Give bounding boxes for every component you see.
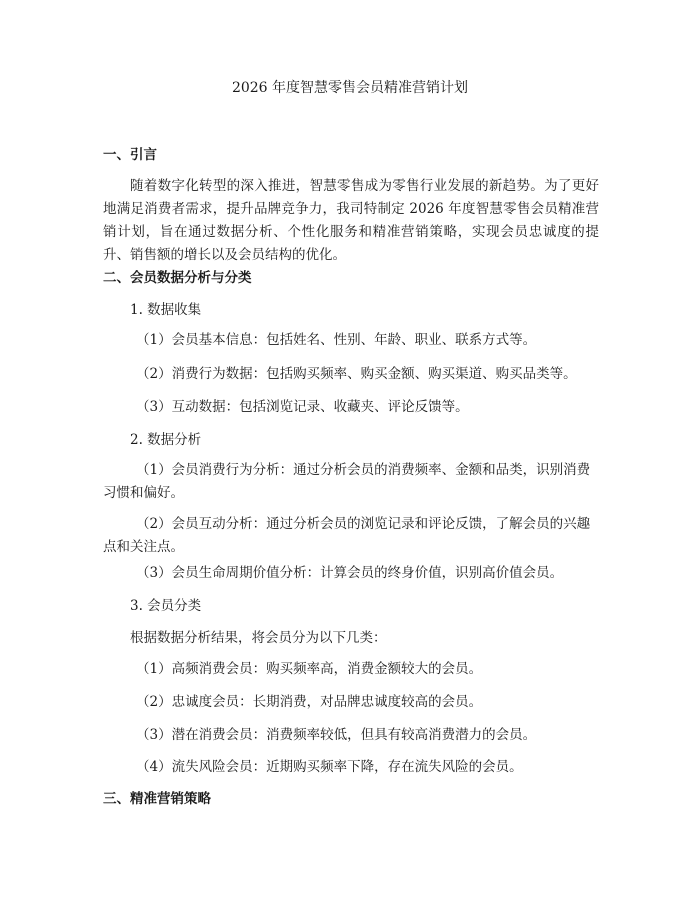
list-item: （2）忠诚度会员：长期消费，对品牌忠诚度较高的会员。 [136,694,483,710]
intro-paragraph: 随着数字化转型的深入推进，智慧零售成为零售行业发展的新趋势。为了更好地满足消费者需求，提升品牌竞争力，我司特制定 2026 年度智慧零售会员精准营销计划，旨在通过数据分析、个性化服务和精准营销策略，实现会员忠诚度的提升、销售额的增长以及会员结构的优化。 [103,178,599,263]
document-title: 2026 年度智慧零售会员精准营销计划 [231,80,469,96]
list-item: （1）会员消费行为分析：通过分析会员的消费频率、金额和品类，识别消费习惯和偏好。 [103,462,591,501]
list-item: （3）会员生命周期价值分析：计算会员的终身价值，识别高价值会员。 [136,565,564,581]
list-item: （4）流失风险会员：近期购买频率下降，存在流失风险的会员。 [136,759,523,775]
subheading-member-classification: 3. 会员分类 [130,598,202,614]
list-item: （2）会员互动分析：通过分析会员的浏览记录和评论反馈，了解会员的兴趣点和关注点。 [103,516,591,555]
subheading-data-collection: 1. 数据收集 [130,302,202,318]
section-heading-intro: 一、引言 [103,147,157,163]
list-item: （2）消费行为数据：包括购买频率、购买金额、购买渠道、购买品类等。 [136,366,577,382]
section-heading-strategy: 三、精准营销策略 [103,791,211,807]
classification-intro: 根据数据分析结果，将会员分为以下几类： [130,630,387,646]
list-item: （1）会员基本信息：包括姓名、性别、年龄、职业、联系方式等。 [136,332,537,348]
subheading-data-analysis: 2. 数据分析 [130,432,202,448]
section-heading-member-analysis: 二、会员数据分析与分类 [103,270,252,286]
list-item: （1）高频消费会员：购买频率高，消费金额较大的会员。 [136,661,483,677]
list-item: （3）互动数据：包括浏览记录、收藏夹、评论反馈等。 [136,399,469,415]
list-item: （3）潜在消费会员：消费频率较低，但具有较高消费潜力的会员。 [136,727,537,743]
